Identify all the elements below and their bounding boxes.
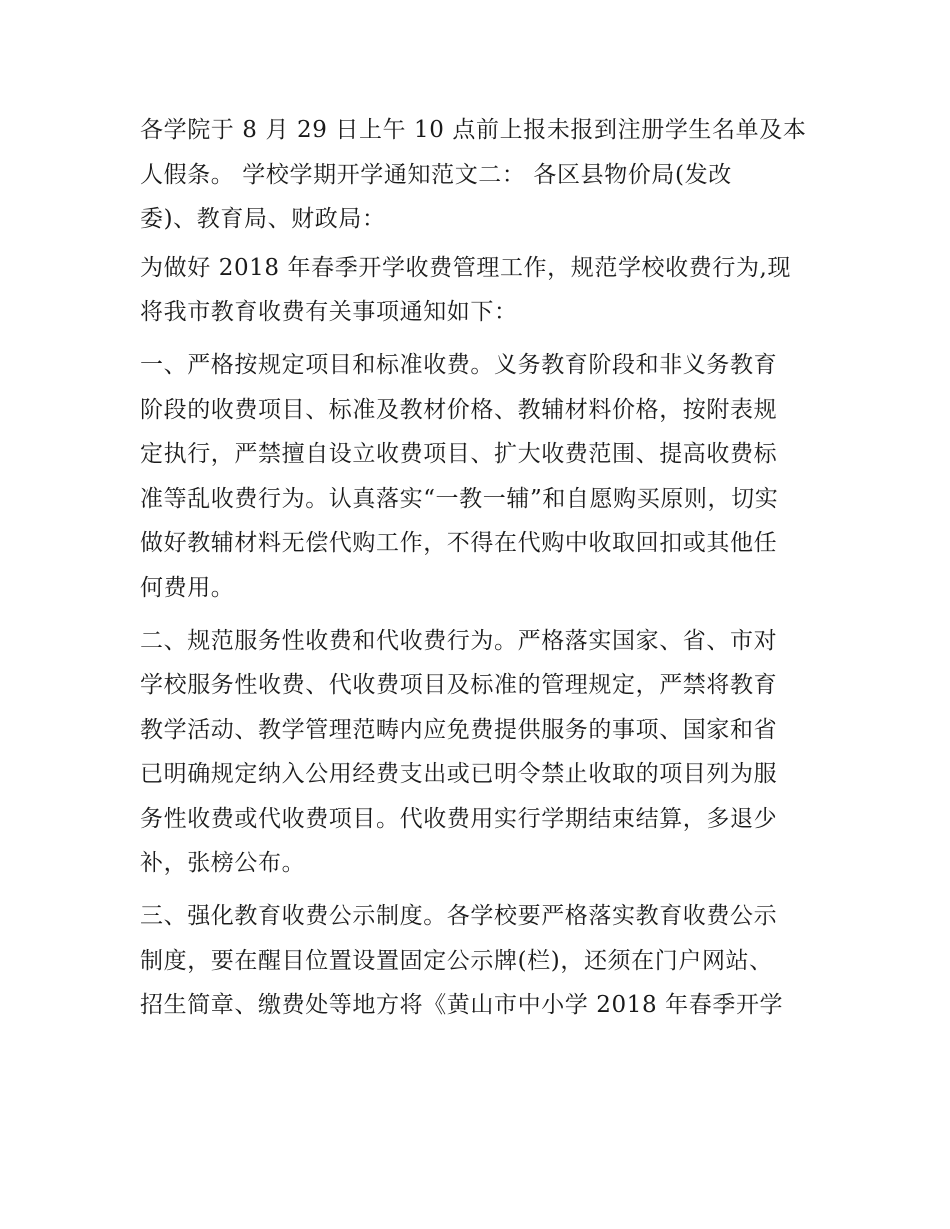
- text-line: 制度，要在醒目位置设置固定公示牌(栏)，还须在门户网站、: [140, 947, 773, 974]
- text-line: 三、强化教育收费公示制度。各学校要严格落实教育收费公示: [140, 903, 778, 929]
- text-line: 二、规范服务性收费和代收费行为。严格落实国家、省、市对: [140, 627, 778, 654]
- text-line: 人假条。 学校学期开学通知范文二： 各区县物价局(发改: [140, 161, 732, 188]
- text-line: 将我市教育收费有关事项通知如下：: [140, 299, 518, 325]
- text-line: 务性收费或代收费项目。代收费用实行学期结束结算，多退少: [140, 805, 778, 832]
- text-line: 准等乱收费行为。认真落实“一教一辅”和自愿购买原则，切实: [140, 485, 779, 512]
- text-line: 各学院于 8 月 29 日上午 10 点前上报未报到注册学生名单及本: [140, 117, 807, 143]
- text-line: 阶段的收费项目、标准及教材价格、教辅材料价格，按附表规: [140, 396, 778, 423]
- text-line: 招生简章、缴费处等地方将《黄山市中小学 2018 年春季开学: [140, 992, 784, 1018]
- text-line: 定执行，严禁擅自设立收费项目、扩大收费范围、提高收费标: [140, 441, 778, 467]
- text-line: 教学活动、教学管理范畴内应免费提供服务的事项、国家和省: [140, 716, 778, 743]
- text-line: 为做好 2018 年春季开学收费管理工作，规范学校收费行为,现: [140, 254, 792, 281]
- document-body: [140, 108, 820, 1028]
- text-line: 委)、教育局、财政局：: [140, 206, 386, 232]
- text-line: 何费用。: [140, 574, 235, 601]
- text-line: 已明确规定纳入公用经费支出或已明令禁止收取的项目列为服: [140, 761, 778, 787]
- text-line: 做好教辅材料无偿代购工作，不得在代购中收取回扣或其他任: [140, 530, 778, 556]
- text-line: 学校服务性收费、代收费项目及标准的管理规定，严禁将教育: [140, 672, 778, 698]
- text-line: 一、严格按规定项目和标准收费。义务教育阶段和非义务教育: [140, 352, 778, 378]
- text-line: 补，张榜公布。: [140, 850, 306, 876]
